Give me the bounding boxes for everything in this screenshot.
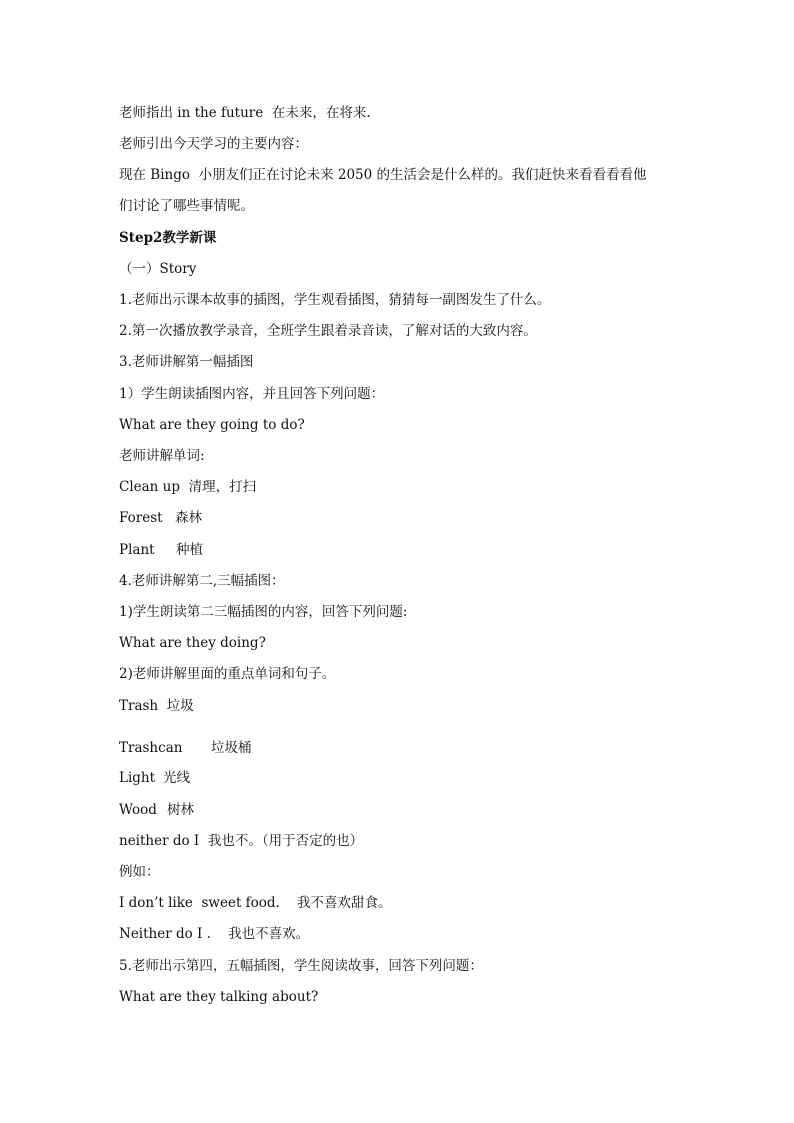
step-4-sub-2: 2)老师讲解里面的重点单词和句子。 [119,666,336,682]
vocab-term: Forest [119,510,163,526]
vocab-meaning: 森林 [175,510,202,526]
example-label: 例如： [119,864,160,880]
step-4-sub-1: 1)学生朗读第二三幅插图的内容，回答下列问题: [119,604,408,620]
vocab-term: Light [119,770,156,786]
question-doing: What are they doing? [119,635,266,651]
example-sentence-1: I don’t like sweet food. 我不喜欢甜食。 [119,895,392,911]
paragraph-bingo-line-2: 们讨论了哪些事情呢。 [119,198,254,214]
paragraph-bingo-line-1: 现在 Bingo 小朋友们正在讨论未来 2050 的生活会是什么样的。我们赶快来看看看看他 [119,167,647,183]
vocab-meaning: 种植 [176,542,203,558]
step-4: 4.老师讲解第二,三幅插图： [119,573,285,589]
example-sentence-2: Neither do I . 我也不喜欢。 [119,926,310,942]
step-5: 5.老师出示第四，五幅插图，学生阅读故事，回答下列问题： [119,958,483,974]
paragraph-main-content: 老师引出今天学习的主要内容： [119,136,308,152]
vocab-meaning: 光线 [163,770,190,786]
vocab-term: Trashcan [119,740,183,756]
subheading-story: （一）Story [119,261,197,277]
vocab-clean-up: Clean up 清理，打扫 [119,479,257,495]
vocab-meaning: 垃圾桶 [211,740,252,756]
phrase-neither-do-i: neither do I 我也不。（用于否定的也） [119,833,364,849]
step-1: 1.老师出示课本故事的插图，学生观看插图，猜猜每一副图发生了什么。 [119,292,551,308]
vocab-trashcan [119,739,252,757]
question-going-to-do: What are they going to do? [119,417,305,433]
vocab-forest [119,509,202,527]
vocab-term: Plant [119,542,155,558]
step-3-sub-1: 1）学生朗读插图内容，并且回答下列问题： [119,386,385,402]
vocab-light [119,769,190,787]
vocab-meaning: 树林 [167,802,194,818]
paragraph-in-the-future: 老师指出 in the future 在未来，在将来. [119,105,371,121]
vocab-wood [119,801,194,819]
step-2: 2.第一次播放教学录音，全班学生跟着录音读，了解对话的大致内容。 [119,323,537,339]
question-talking-about: What are they talking about? [119,989,319,1005]
step-3: 3.老师讲解第一幅插图 [119,354,254,370]
vocab-intro: 老师讲解单词: [119,448,205,464]
section-heading-step2: Step2教学新课 [119,230,217,246]
vocab-plant [119,541,203,559]
vocab-trash: Trash 垃圾 [119,698,194,714]
vocab-term: Wood [119,802,157,818]
